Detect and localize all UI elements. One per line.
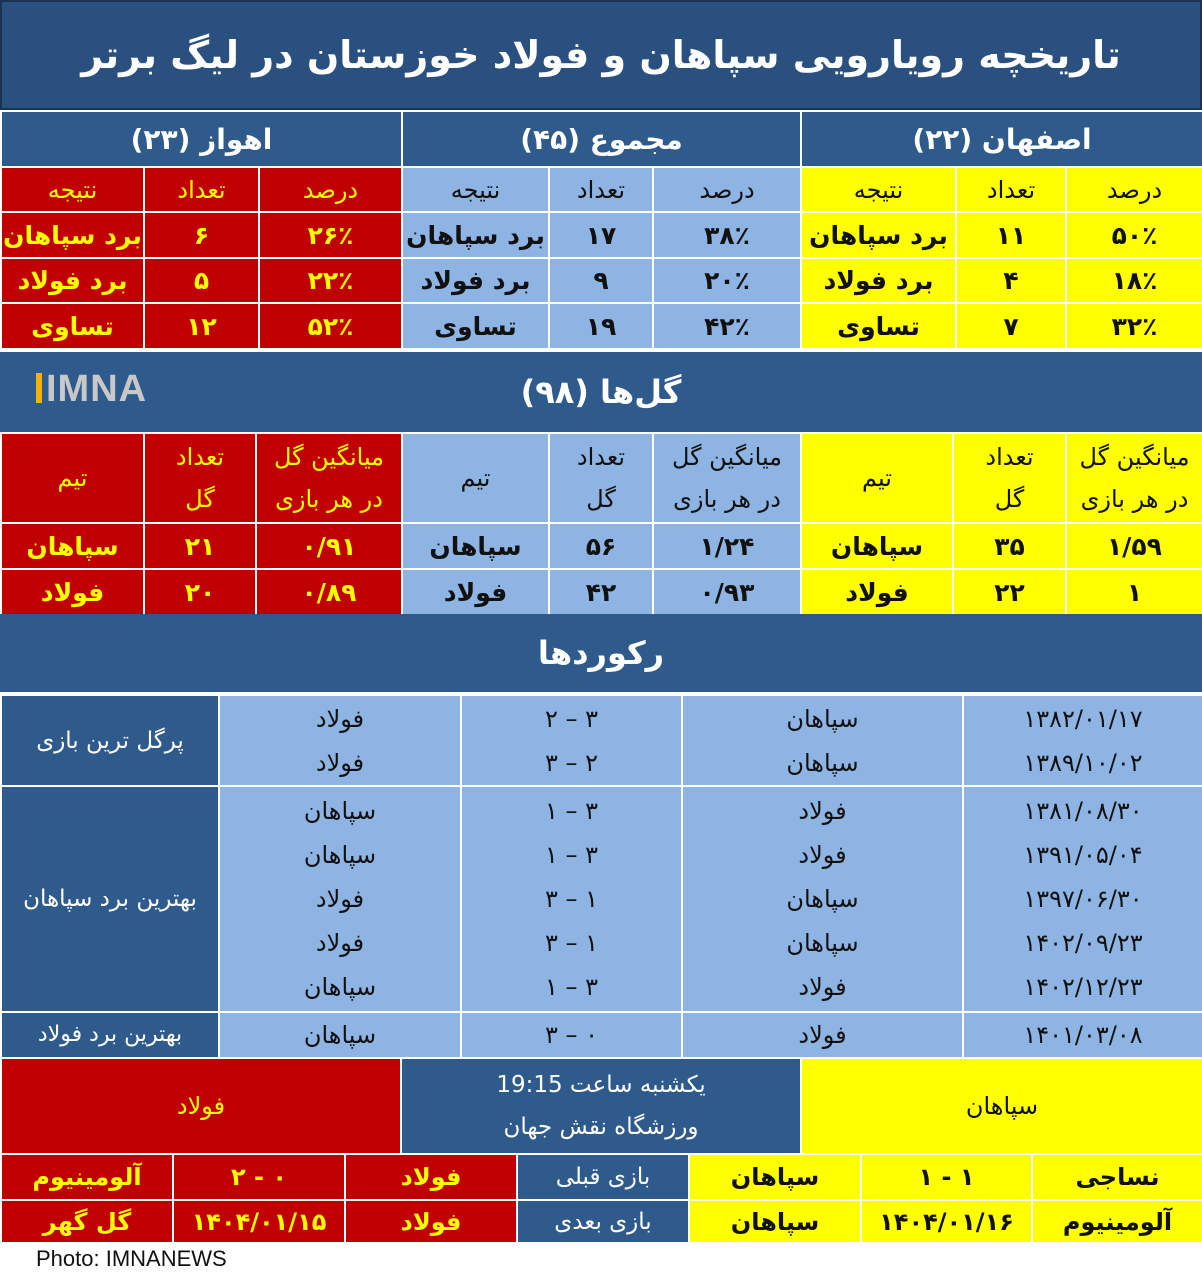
ahvaz-header-percent: درصد	[259, 167, 402, 212]
ahvaz-goals-cell: سپاهان	[1, 523, 144, 569]
total-header-percent: درصد	[653, 167, 801, 212]
ahvaz-goals-cell: ۰/۹۱	[256, 523, 402, 569]
ahvaz-heading: اهواز (۲۳)	[1, 111, 402, 167]
total-goals-cell: ۴۲	[549, 569, 653, 615]
isfahan-goals-cell: ۲۲	[953, 569, 1066, 615]
isfahan-goals-cell: ۱	[1066, 569, 1202, 615]
ahvaz-goals-header-team: تیم	[1, 433, 144, 523]
isfahan-cell: ۷	[956, 303, 1066, 349]
record-team-b: فولاد فولاد	[219, 695, 461, 786]
ahvaz-cell: برد فولاد	[1, 258, 144, 303]
record-team-a: فولاد	[682, 1012, 963, 1058]
foolad-opponent: گل گهر	[1, 1200, 173, 1244]
ahvaz-goals-cell: ۰/۸۹	[256, 569, 402, 615]
ahvaz-cell: ۱۲	[144, 303, 259, 349]
isfahan-cell: ۱۸٪	[1066, 258, 1202, 303]
total-goals-cell: ۰/۹۳	[653, 569, 801, 615]
record-team-a: فولاد فولاد سپاهان سپاهان فولاد	[682, 786, 963, 1012]
total-cell: ۱۷	[549, 212, 653, 258]
match-table	[0, 1057, 1202, 1155]
sepahan-result: ۱ - ۱	[861, 1154, 1032, 1200]
record-label: بهترین برد فولاد	[1, 1012, 219, 1058]
total-header-count: تعداد	[549, 167, 653, 212]
isfahan-goals-cell: ۱/۵۹	[1066, 523, 1202, 569]
sepahan-team: سپاهان	[689, 1200, 861, 1244]
ahvaz-cell: ۵۲٪	[259, 303, 402, 349]
logo-text: IMNA	[46, 368, 148, 410]
ahvaz-goals-header-count: تعداد گل	[144, 433, 256, 523]
ahvaz-cell: ۲۶٪	[259, 212, 402, 258]
record-date: ۱۳۸۲/۰۱/۱۷ ۱۳۸۹/۱۰/۰۲	[963, 695, 1202, 786]
isfahan-goals-cell: فولاد	[801, 569, 953, 615]
ahvaz-cell: برد سپاهان	[1, 212, 144, 258]
ahvaz-header-result: نتیجه	[1, 167, 144, 212]
match-venue: ورزشگاه نقش جهان	[503, 1114, 699, 1140]
record-team-b: سپاهان سپاهان فولاد فولاد سپاهان	[219, 786, 461, 1012]
isfahan-cell: برد فولاد	[801, 258, 956, 303]
sepahan-date: ۱۴۰۴/۰۱/۱۶	[861, 1200, 1032, 1244]
ahvaz-goals-cell: ۲۰	[144, 569, 256, 615]
record-score: ۳ – ۰	[461, 1012, 682, 1058]
total-goals-cell: ۵۶	[549, 523, 653, 569]
isfahan-cell: ۳۲٪	[1066, 303, 1202, 349]
sepahan-team: سپاهان	[689, 1154, 861, 1200]
total-cell: ۳۸٪	[653, 212, 801, 258]
record-score: ۲ – ۳ ۳ – ۲	[461, 695, 682, 786]
records-table	[0, 694, 1202, 1059]
prev-next-table	[0, 1153, 1202, 1245]
total-cell: برد فولاد	[402, 258, 549, 303]
total-cell: ۹	[549, 258, 653, 303]
isfahan-header-percent: درصد	[1066, 167, 1202, 212]
prev-game-label: بازی قبلی	[517, 1154, 689, 1200]
total-goals-cell: سپاهان	[402, 523, 549, 569]
isfahan-cell: ۱۱	[956, 212, 1066, 258]
isfahan-goals-header-team: تیم	[801, 433, 953, 523]
total-goals-header-count: تعداد گل	[549, 433, 653, 523]
isfahan-header-count: تعداد	[956, 167, 1066, 212]
record-team-b: سپاهان	[219, 1012, 461, 1058]
ahvaz-cell: ۲۲٪	[259, 258, 402, 303]
ahvaz-goals-cell: ۲۱	[144, 523, 256, 569]
ahvaz-cell: ۵	[144, 258, 259, 303]
isfahan-goals-cell: سپاهان	[801, 523, 953, 569]
isfahan-header-result: نتیجه	[801, 167, 956, 212]
total-header-result: نتیجه	[402, 167, 549, 212]
isfahan-goals-cell: ۳۵	[953, 523, 1066, 569]
total-goals-header-team: تیم	[402, 433, 549, 523]
goals-heading: گل‌ها (۹۸)	[0, 352, 1202, 432]
sepahan-opponent: نساجی	[1032, 1154, 1202, 1200]
summary-table	[0, 110, 1202, 350]
total-cell: تساوی	[402, 303, 549, 349]
ahvaz-goals-header-avg: میانگین گل در هر بازی	[256, 433, 402, 523]
total-cell: ۴۲٪	[653, 303, 801, 349]
total-goals-cell: فولاد	[402, 569, 549, 615]
sepahan-opponent: آلومینیوم	[1032, 1200, 1202, 1244]
ahvaz-header-count: تعداد	[144, 167, 259, 212]
foolad-opponent: آلومینیوم	[1, 1154, 173, 1200]
ahvaz-goals-cell: فولاد	[1, 569, 144, 615]
match-time: یکشنبه ساعت 19:15	[496, 1072, 706, 1098]
total-goals-header-avg: میانگین گل در هر بازی	[653, 433, 801, 523]
photo-credit: Photo: IMNANEWS	[36, 1246, 227, 1271]
page-title: تاریخچه رویارویی سپاهان و فولاد خوزستان در لیگ برتر	[0, 0, 1202, 110]
isfahan-cell: ۵۰٪	[1066, 212, 1202, 258]
foolad-date: ۱۴۰۴/۰۱/۱۵	[173, 1200, 345, 1244]
ahvaz-cell: تساوی	[1, 303, 144, 349]
home-team: سپاهان	[801, 1058, 1202, 1154]
foolad-team: فولاد	[345, 1154, 517, 1200]
isfahan-goals-header-count: تعداد گل	[953, 433, 1066, 523]
total-cell: برد سپاهان	[402, 212, 549, 258]
match-time-venue	[401, 1058, 801, 1154]
total-cell: ۲۰٪	[653, 258, 801, 303]
total-goals-cell: ۱/۲۴	[653, 523, 801, 569]
record-date: ۱۳۸۱/۰۸/۳۰ ۱۳۹۱/۰۵/۰۴ ۱۳۹۷/۰۶/۳۰ ۱۴۰۲/۰۹/۲۳ ۱۴۰۲/۱۲/۲۳	[963, 786, 1202, 1012]
total-cell: ۱۹	[549, 303, 653, 349]
record-score: ۱ – ۳ ۱ – ۳ ۳ – ۱ ۳ – ۱ ۱ – ۳	[461, 786, 682, 1012]
ahvaz-cell: ۶	[144, 212, 259, 258]
record-label: پرگل ترین بازی	[1, 695, 219, 786]
away-team: فولاد	[1, 1058, 401, 1154]
isfahan-goals-header-avg: میانگین گل در هر بازی	[1066, 433, 1202, 523]
isfahan-cell: تساوی	[801, 303, 956, 349]
foolad-team: فولاد	[345, 1200, 517, 1244]
record-team-a: سپاهان سپاهان	[682, 695, 963, 786]
imna-logo	[36, 368, 147, 411]
isfahan-heading: اصفهان (۲۲)	[801, 111, 1202, 167]
logo-bar-icon	[36, 373, 42, 403]
next-game-label: بازی بعدی	[517, 1200, 689, 1244]
total-heading: مجموع (۴۵)	[402, 111, 801, 167]
records-heading: رکوردها	[0, 614, 1202, 694]
record-date: ۱۴۰۱/۰۳/۰۸	[963, 1012, 1202, 1058]
goals-table	[0, 432, 1202, 616]
foolad-result: ۲ - ۰	[173, 1154, 345, 1200]
isfahan-cell: برد سپاهان	[801, 212, 956, 258]
record-label: بهترین برد سپاهان	[1, 786, 219, 1012]
isfahan-cell: ۴	[956, 258, 1066, 303]
